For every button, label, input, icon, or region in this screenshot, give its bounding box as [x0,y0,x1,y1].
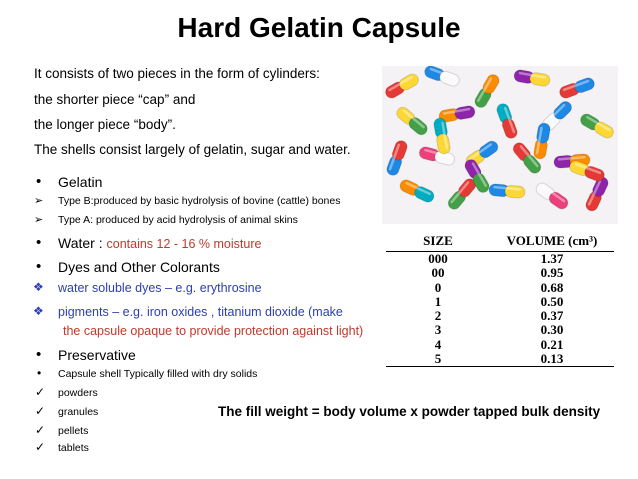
size-cell: 3 [434,322,442,338]
bullet-type-a: Type A: produced by acid hydrolysis of animal skins [58,214,298,226]
bullet-dyes: Dyes and Other Colorants [58,259,220,275]
size-cell: 4 [434,336,442,352]
table-row [386,323,614,337]
intro-line-3: the longer piece “body”. [34,117,176,132]
bullet-type-b: Type B:produced by basic hydrolysis of bovine (cattle) bones [58,195,341,207]
bullet-icon: • [36,173,42,190]
bullet-preservative: Preservative [58,347,136,363]
table-row [386,281,614,295]
diamond-icon: ❖ [33,304,44,318]
table-row [386,338,614,352]
volume-header: VOLUME (cm³) [490,233,614,252]
water-label: Water : [58,235,107,251]
bullet-pigments-continued: the capsule opaque to provide protection against light) [63,324,364,338]
intro-line-4: The shells consist largely of gelatin, sugar and water. [34,142,351,157]
volume-cell: 0.13 [490,352,614,367]
table-row [386,252,614,267]
capsule-size-table [386,233,614,367]
table-row [386,309,614,323]
table-row [386,352,614,367]
water-detail: contains 12 - 16 % moisture [106,237,262,251]
bullet-gelatin: Gelatin [58,174,103,190]
check-icon: ✓ [35,423,46,437]
capsule-shape [489,183,526,198]
page-title: Hard Gelatin Capsule [177,12,461,43]
arrow-icon: ➢ [34,195,44,207]
table-row [386,266,614,280]
table-row [386,295,614,309]
volume-cell: 1.37 [540,251,564,266]
bullet-icon: • [36,346,42,363]
check-icon: ✓ [35,404,46,418]
bullet-pigments: pigments – e.g. iron oxides , titanium dioxide (make [58,305,343,319]
size-cell: 00 [431,265,445,281]
volume-cell: 0.50 [540,293,564,309]
capsules-photo [382,66,618,224]
size-header: SIZE [386,233,490,252]
volume-cell: 0.37 [540,308,564,324]
size-cell: 5 [386,352,490,367]
size-cell: 1 [434,293,442,309]
bullet-icon: • [36,258,42,275]
check-icon: ✓ [35,385,46,399]
capsules-illustration [382,66,618,224]
bullet-water-soluble-dyes: water soluble dyes – e.g. erythrosine [58,281,262,295]
volume-cell: 0.21 [540,336,564,352]
size-cell: 2 [434,308,442,324]
volume-cell: 0.30 [540,322,564,338]
bullet-water [58,235,261,251]
bullet-capsule-shell: Capsule shell Typically filled with dry solids [58,368,258,380]
volume-cell: 0.68 [540,279,564,295]
fill-powders: powders [58,387,98,399]
check-icon: ✓ [35,440,46,454]
diamond-icon: ❖ [33,280,44,294]
size-cell: 000 [428,251,448,266]
arrow-icon: ➢ [34,214,44,226]
bullet-icon: • [37,366,42,380]
fill-weight-formula: The fill weight = body volume x powder tapped bulk density [218,404,601,419]
bullet-icon: • [36,234,42,251]
volume-cell: 0.95 [540,265,564,281]
fill-granules: granules [58,406,99,418]
size-cell: 0 [434,279,442,295]
intro-line-2: the shorter piece “cap” and [34,92,196,107]
fill-tablets: tablets [58,442,89,454]
fill-pellets: pellets [58,425,89,437]
intro-line-1: It consists of two pieces in the form of cylinders: [34,66,320,81]
